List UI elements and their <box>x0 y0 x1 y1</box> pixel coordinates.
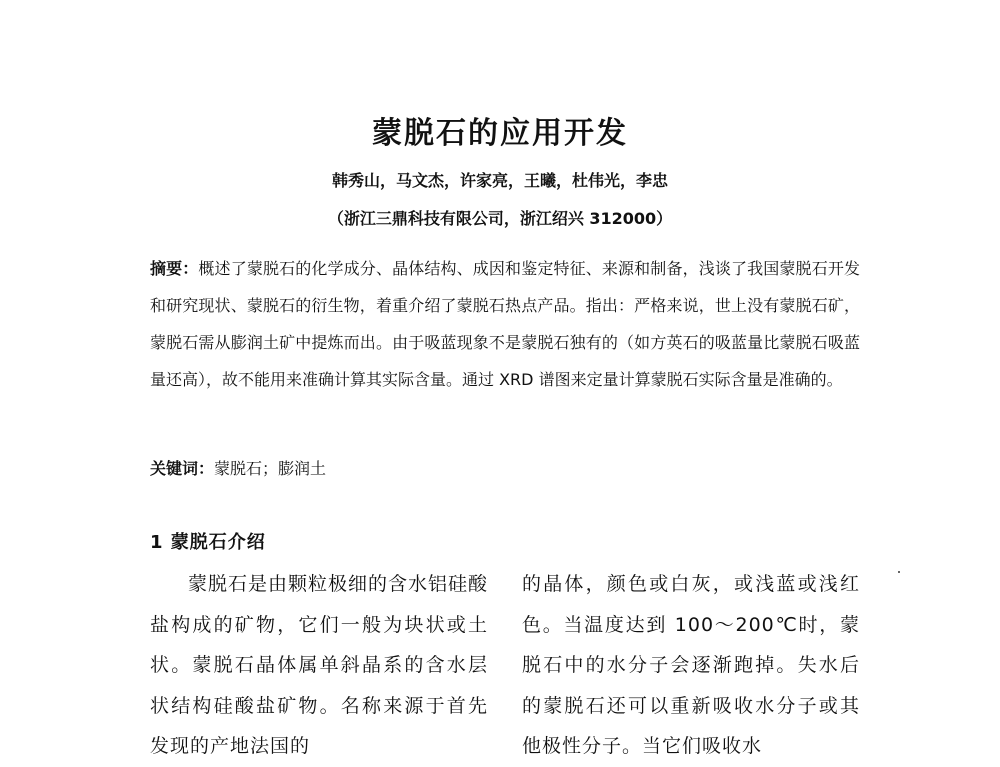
body-column-left: 蒙脱石是由颗粒极细的含水铝硅酸盐构成的矿物，它们一般为块状或土状。蒙脱石晶体属单斜晶系的含水层状结构硅酸盐矿物。名称来源于首先发现的产地法国的 <box>150 573 489 757</box>
abstract <box>150 250 860 398</box>
author-list: 韩秀山，马文杰，许家亮，王曦，杜伟光，李忠 <box>331 171 668 190</box>
keywords-text: 蒙脱石；膨润土 <box>214 459 327 478</box>
body-column-right: 的晶体，颜色或白灰，或浅蓝或浅红色。当温度达到 100～200℃时，蒙脱石中的水分子会逐渐跑掉。失水后的蒙脱石还可以重新吸收水分子或其他极性分子。当它们吸收水 <box>522 573 860 757</box>
abstract-text: 概述了蒙脱石的化学成分、晶体结构、成因和鉴定特征、来源和制备，浅谈了我国蒙脱石开发和研究现状、蒙脱石的衍生物，着重介绍了蒙脱石热点产品。指出：严格来说，世上没有蒙脱石矿，蒙脱石需从膨润土矿中提炼而出。由于吸蓝现象不是蒙脱石独有的（如方英石的吸蓝量比蒙脱石吸蓝量还高），故不能用来准确计算其实际含量。通过 XRD 谱图来定量计算蒙脱石实际含量是准确的。 <box>150 259 860 389</box>
scan-speck <box>898 571 900 573</box>
abstract-label: 摘要： <box>150 259 199 278</box>
keywords <box>150 456 326 479</box>
keywords-label: 关键词： <box>150 459 215 478</box>
section-heading: 1 蒙脱石介绍 <box>150 532 266 553</box>
affiliation: （浙江三鼎科技有限公司，浙江绍兴 312000） <box>327 209 673 228</box>
paper-title: 蒙脱石的应用开发 <box>372 116 628 151</box>
